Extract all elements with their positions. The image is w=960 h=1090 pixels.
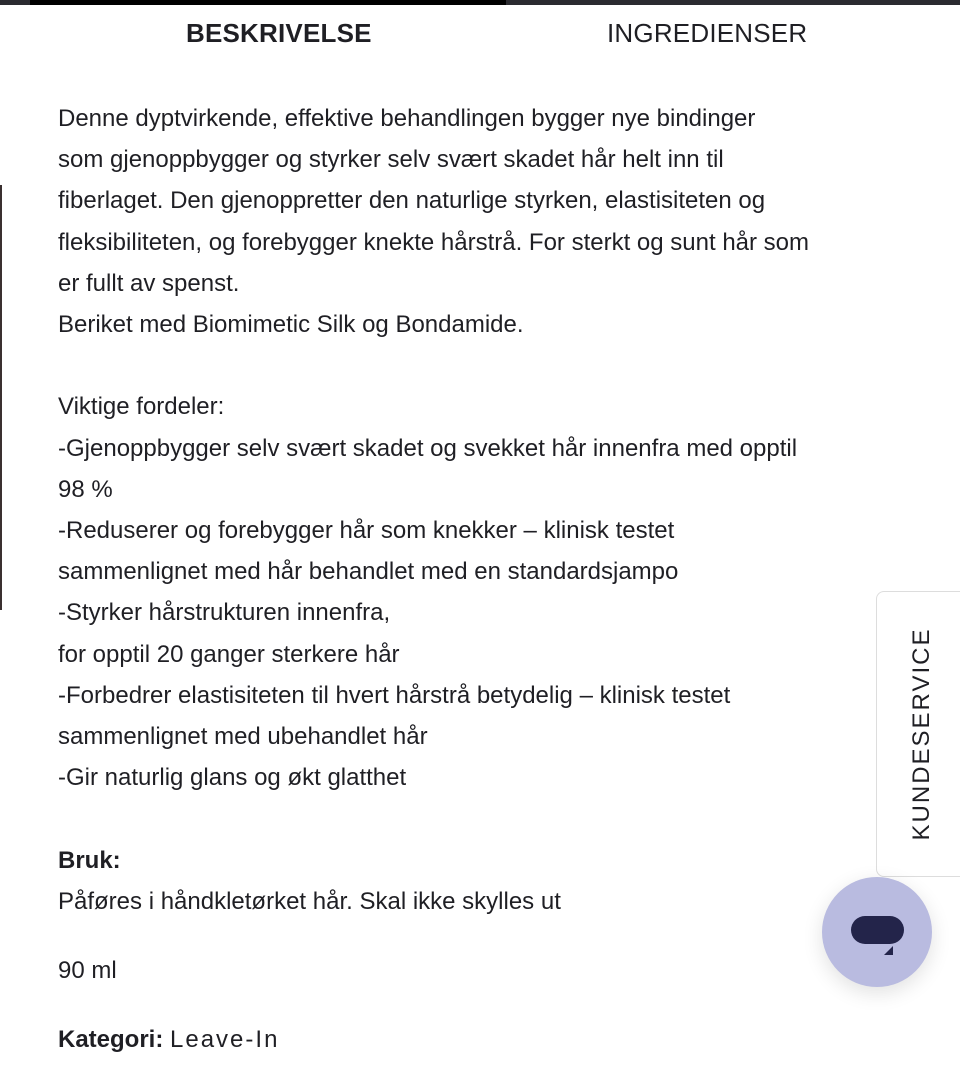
chat-bubble-tail-icon bbox=[884, 946, 893, 955]
tab-ingredienser[interactable]: INGREDIENSER bbox=[607, 18, 808, 48]
volume: 90 ml bbox=[58, 957, 117, 985]
progress-bar-track bbox=[506, 0, 960, 5]
category bbox=[58, 1019, 928, 1060]
intro-line: Denne dyptvirkende, effektive behandlingen bygger nye bindinger bbox=[58, 105, 756, 132]
tab-beskrivelse[interactable]: BESKRIVELSE bbox=[186, 18, 372, 48]
usage-title: Bruk: bbox=[58, 846, 121, 874]
benefit-line: 98 % bbox=[58, 475, 113, 503]
divider bbox=[0, 185, 2, 610]
benefit-line: sammenlignet med ubehandlet hår bbox=[58, 723, 428, 751]
intro-line: fleksibiliteten, og forebygger knekte hårstrå. For sterkt og sunt hår som bbox=[58, 228, 810, 256]
benefit-line: for opptil 20 ganger sterkere hår bbox=[58, 640, 400, 668]
usage-text: Påføres i håndkletørket hår. Skal ikke skylles ut bbox=[58, 887, 561, 915]
benefits-title: Viktige fordeler: bbox=[58, 393, 225, 421]
intro-line: som gjenoppbygger og styrker selv svært skadet hår helt inn til bbox=[58, 146, 724, 174]
category-value[interactable]: Leave-In bbox=[170, 1026, 280, 1054]
benefit-line: -Gir naturlig glans og økt glatthet bbox=[58, 764, 407, 792]
benefit-line: sammenlignet med hår behandlet med en standardsjampo bbox=[58, 558, 679, 586]
chat-bubble-icon bbox=[851, 916, 904, 944]
chat-button[interactable] bbox=[822, 877, 932, 987]
category-label: Kategori: bbox=[58, 1026, 164, 1054]
benefit-line: -Forbedrer elastisiteten til hvert hårstrå betydelig – klinisk testet bbox=[58, 681, 731, 709]
intro-line: Beriket med Biomimetic Silk og Bondamide. bbox=[58, 311, 524, 339]
description-content bbox=[58, 98, 928, 1060]
intro-line: fiberlaget. Den gjenoppretter den naturlige styrken, elastisiteten og bbox=[58, 187, 766, 215]
customer-service-label: KUNDESERVICE bbox=[908, 627, 935, 841]
benefit-line: -Styrker hårstrukturen innenfra, bbox=[58, 599, 391, 627]
progress-bar-track bbox=[0, 0, 30, 5]
benefit-line: -Gjenoppbygger selv svært skadet og svekket hår innenfra med opptil bbox=[58, 434, 798, 462]
intro-line: er fullt av spenst. bbox=[58, 269, 240, 297]
customer-service-tab[interactable] bbox=[876, 591, 960, 877]
progress-bar-fill bbox=[30, 0, 506, 5]
benefit-line: -Reduserer og forebygger hår som knekker – klinisk testet bbox=[58, 517, 675, 545]
